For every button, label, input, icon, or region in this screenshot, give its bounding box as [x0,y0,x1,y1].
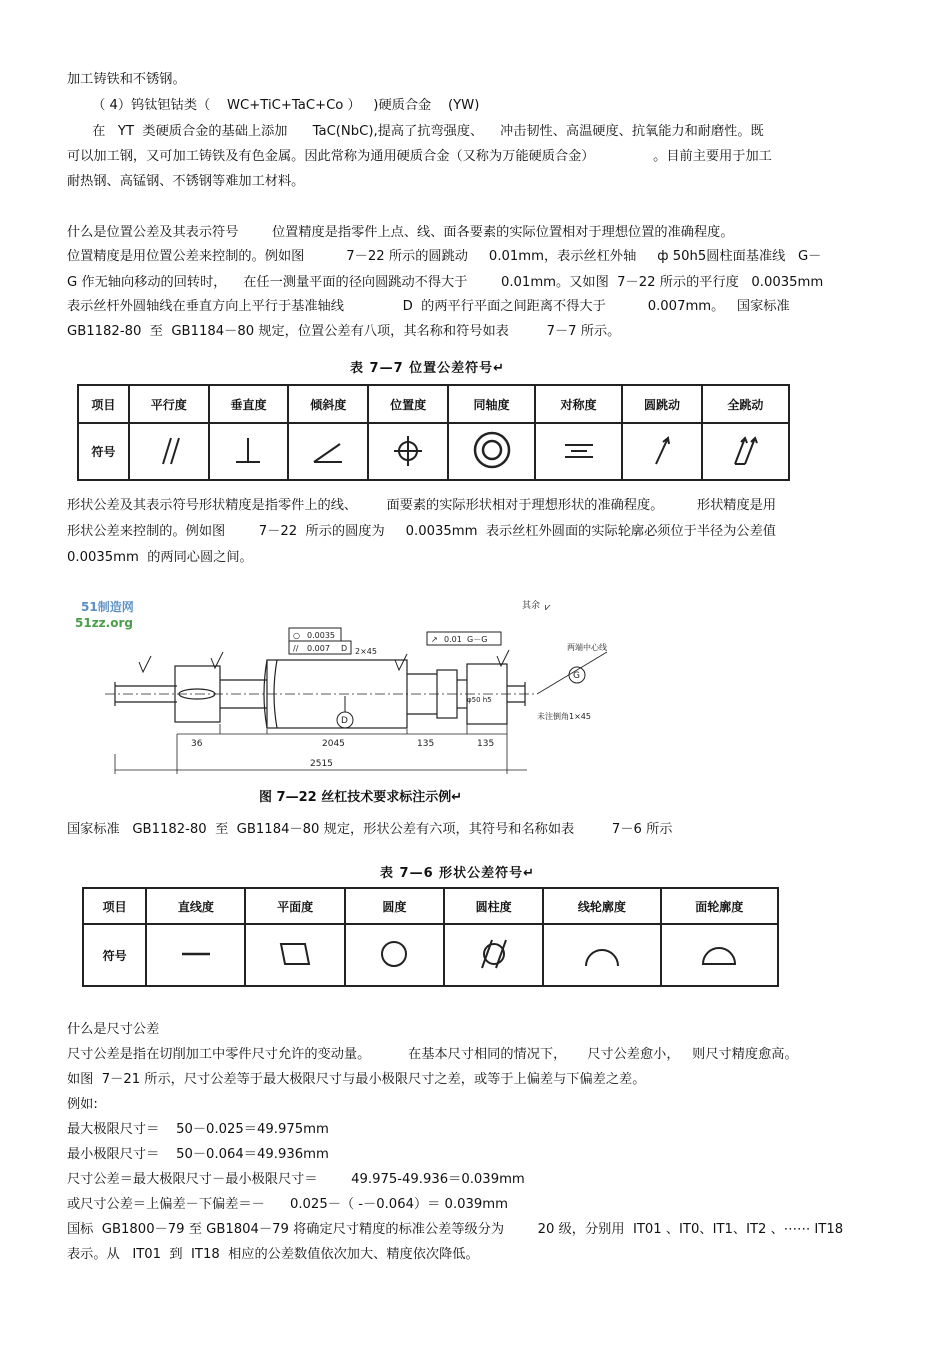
lead-screw-drawing-figure [67,574,657,812]
form-tolerance-table [82,887,779,987]
table-cell: 全跳动 [702,385,789,423]
section-heading: 什么是位置公差及其表示符号 位置精度是指零件上点、线、面各要素的实际位置相对于理想位置的准确程度。 [67,225,734,240]
other-surfaces-label: 其余 [522,601,541,611]
table-cell: 平面度 [245,888,344,924]
phi50-label: φ50 h5 [467,696,492,704]
svg-text:⩗: ⩗ [545,602,551,613]
text-line: 如图 7－21 所示，尺寸公差等于最大极限尺寸与最小极限尺寸之差，或等于上偏差与下偏差之差。 [67,1072,646,1087]
datum-G: G [573,671,580,681]
row-header: 项目 [78,385,129,423]
text-line: 加工铸铁和不锈钢。 [67,72,186,87]
dim-2045: 2045 [322,739,345,749]
text-line: 位置精度是用位置公差来控制的。例如图 7－22 所示的圆跳动 0.01mm，表示丝杠外轴 ф 50h5圆柱面基准线 G－ [67,249,822,264]
perpendicularity-symbol [209,423,289,480]
text-line: （ 4）钨钛钽钴类（ WC+TiC+TaC+Co ） )硬质合金 (YW) [67,98,480,113]
position-tolerance-table [77,384,790,481]
table-cell: 倾斜度 [288,385,368,423]
datum-D: D [341,716,348,726]
table-cell: 直线度 [146,888,245,924]
symmetry-symbol [535,423,622,480]
parallelism-symbol [129,423,209,480]
table-cell: 圆跳动 [622,385,702,423]
table-cell: 圆柱度 [444,888,543,924]
text-line: 表示丝杆外圆轴线在垂直方向上平行于基准轴线 D 的两平行平面之间距离不得大于 0.007mm。 国家标准 [67,299,790,314]
text-line: GB1182-80 至 GB1184－80 规定，位置公差有八项，其名称和符号如表 7－7 所示。 [67,324,621,339]
parallelism-tolerance: 0.007 [307,644,330,653]
text-line: 尺寸公差＝最大极限尺寸－最小极限尺寸＝ 49.975-49.936＝0.039mm [67,1172,525,1187]
section-heading: 什么是尺寸公差 [67,1022,160,1037]
watermark-text: 51制造网 [81,600,134,614]
text-line: 尺寸公差是指在切削加工中零件尺寸允许的变动量。 在基本尺寸相同的情况下， 尺寸公差愈小， 则尺寸精度愈高。 [67,1047,798,1062]
row-header: 项目 [83,888,146,924]
line-profile-symbol [543,924,660,986]
figure-caption: 图 7—22 丝杠技术要求标注示例↵ [259,790,463,805]
runout-tolerance: 0.01 [444,635,462,644]
straightness-symbol [146,924,245,986]
flatness-symbol [245,924,344,986]
table-cell: 同轴度 [448,385,535,423]
cylindricity-symbol [444,924,543,986]
text-line: 表示。从 IT01 到 IT18 相应的公差数值依次加大、精度依次降低。 [67,1247,479,1262]
text-line: 最大极限尺寸＝ 50－0.025＝49.975mm [67,1122,329,1137]
chamfer-note: 未注倒角1×45 [537,712,591,721]
chamfer-label: 2×45 [355,647,377,656]
text-line: G 作无轴向移动的回转时， 在任一测量平面的径向圆跳动不得大于 0.01mm。又如图 7－22 所示的平行度 0.0035mm [67,275,824,290]
table-cell: 平行度 [129,385,209,423]
text-line: 耐热钢、高锰钢、不锈钢等难加工材料。 [67,174,305,189]
text-line: 0.0035mm 的两同心圆之间。 [67,550,253,565]
text-line: 最小极限尺寸＝ 50－0.064＝49.936mm [67,1147,329,1162]
text-line: 形状公差及其表示符号形状精度是指零件上的线、 面要素的实际形状相对于理想形状的准确程度。 形状精度是用 [67,498,777,513]
text-line: 在 YT 类硬质合金的基础上添加 TaC(NbC),提高了抗弯强度、 冲击韧性、高温硬度、抗氧能力和耐磨性。既 [67,124,764,139]
table-cell: 面轮廓度 [661,888,778,924]
svg-text://: // [293,644,299,653]
table-cell: 位置度 [368,385,448,423]
dim-135-b: 135 [477,739,495,749]
text-line: 国家标准 GB1182-80 至 GB1184－80 规定，形状公差有六项，其符号和名称如表 7－6 所示 [67,822,673,837]
dim-36: 36 [191,739,203,749]
table-cell: 对称度 [535,385,622,423]
dim-135-a: 135 [417,739,435,749]
angularity-symbol [288,423,368,480]
text-line: 可以加工钢，又可加工铸铁及有色金属。因此常称为通用硬质合金（又称为万能硬质合金） 。目前主要用于加工 [67,149,772,164]
table-caption: 表 7—6 形状公差符号↵ [380,866,536,881]
roundness-symbol [345,924,444,986]
center-line-label: 两端中心线 [567,643,607,652]
text-line: 形状公差来控制的。例如图 7－22 所示的圆度为 0.0035mm 表示丝杠外圆面的实际轮廓必须位于半径为公差值 [67,524,776,539]
table-cell: 线轮廓度 [543,888,660,924]
text-line: 或尺寸公差＝上偏差－下偏差＝－ 0.025－（ -－0.064）＝ 0.039mm [67,1197,508,1212]
text-line: 国标 GB1800－79 至 GB1804－79 将确定尺寸精度的标准公差等级分为 20 级，分别用 IT01 、IT0、IT1、IT2 、⋯⋯ IT18 [67,1222,844,1237]
svg-text:○: ○ [293,631,300,640]
svg-text:↗: ↗ [431,635,438,644]
coaxiality-symbol [448,423,535,480]
runout-datum: G－G [467,635,488,644]
dim-2515: 2515 [310,759,333,769]
parallelism-datum: D [341,644,348,653]
total-runout-symbol [702,423,789,480]
text-line: 例如: [67,1097,98,1112]
table-cell: 圆度 [345,888,444,924]
position-tolerance-table-figure [67,347,791,490]
table-cell: 垂直度 [209,385,289,423]
position-symbol [368,423,448,480]
form-tolerance-table-figure [67,852,787,1002]
lead-screw-drawing [67,574,657,812]
table-caption: 表 7—7 位置公差符号↵ [350,361,506,376]
surface-profile-symbol [661,924,778,986]
watermark-url: 51zz.org [75,616,133,630]
row-header: 符号 [83,924,146,986]
row-header: 符号 [78,423,129,480]
circular-runout-symbol [622,423,702,480]
roundness-tolerance: 0.0035 [307,631,335,640]
